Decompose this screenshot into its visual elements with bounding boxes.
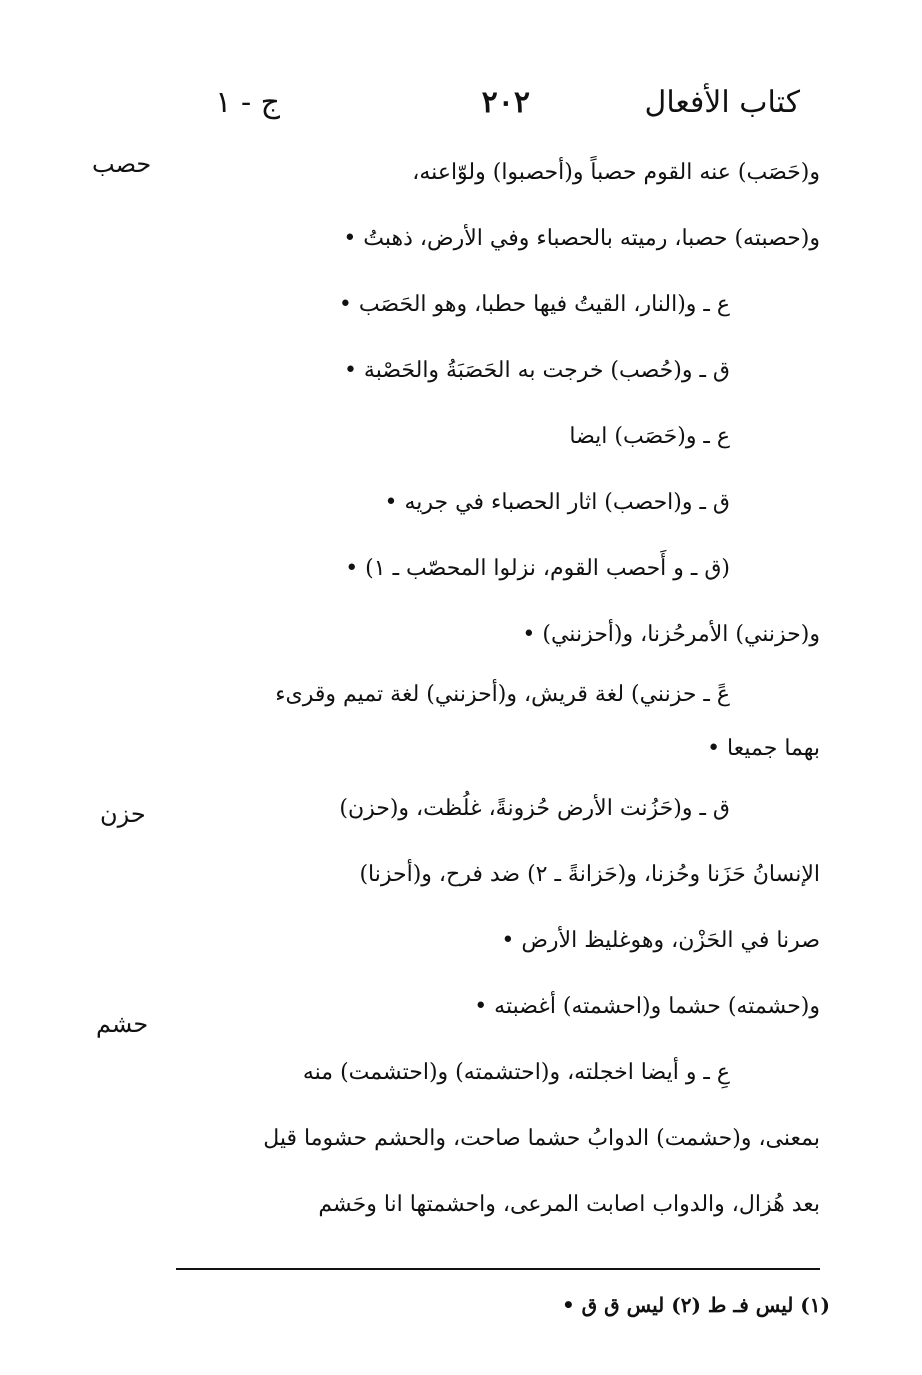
text-line: ع ـ و(النار، القيتُ فيها حطبا، وهو الحَصَب • [338, 292, 730, 317]
text-line: و(حَصَب) عنه القوم حصباً و(أحصبوا) ولوّاعنه، [412, 160, 820, 185]
text-line: و(حصبته) حصبا، رميته بالحصباء وفي الأرض، ذهبتُ • [343, 226, 820, 251]
main-text [180, 140, 820, 1238]
text-line: ق ـ و(احصب) اثار الحصباء في جريه • [384, 490, 730, 515]
text-line: بمعنى، و(حشمت) الدوابُ حشما صاحت، والحشم حشوما قيل [263, 1126, 820, 1151]
margin-entry-hazan: حزن [100, 800, 146, 828]
text-line: عِ ـ و أيضا اخجلته، و(احتشمته) و(احتشمت) منه [302, 1060, 730, 1085]
margin-entry-hasham: حشم [96, 1010, 149, 1038]
text-line: صرنا في الحَزْن، وهوغليظ الأرض • [501, 928, 820, 953]
text-line: (ق ـ و أَحصب القوم، نزلوا المحصّب ـ ١) • [345, 556, 730, 581]
text-line: بعد هُزال، والدواب اصابت المرعى، واحشمتها انا وحَشم [318, 1192, 820, 1217]
page-header [200, 78, 800, 128]
text-line: ع ـ و(حَصَب) ايضا [569, 424, 730, 449]
footnote-divider [176, 1268, 820, 1270]
page-number: ٢٠٢ [481, 85, 530, 120]
text-line: بهما جميعا • [707, 736, 820, 761]
text-line: الإنسانُ حَزَنا وحُزنا، و(حَزانةً ـ ٢) ضد فرح، و(أحزنا) [359, 862, 820, 887]
text-line: ق ـ و(حَزُنت الأرض حُزونةً، غلُظت، و(حزن) [339, 796, 730, 821]
text-line: عً ـ حزنني) لغة قريش، و(أحزنني) لغة تميم وقرىء [275, 682, 730, 707]
text-line: ق ـ و(حُصب) خرجت به الحَصَبَةُ والحَصْبة • [343, 358, 730, 383]
footnote: (١) ليس فـ ط (٢) ليس ق ق • [561, 1293, 830, 1317]
text-line: و(حشمته) حشما و(احشمته) أغضبته • [474, 994, 820, 1019]
volume-label: ج - ١ [215, 85, 280, 120]
book-title: كتاب الأفعال [644, 85, 800, 120]
margin-entry-hasab: حصب [92, 150, 152, 178]
text-line: و(حزنني) الأمرحُزنا، و(أحزنني) • [522, 622, 820, 647]
